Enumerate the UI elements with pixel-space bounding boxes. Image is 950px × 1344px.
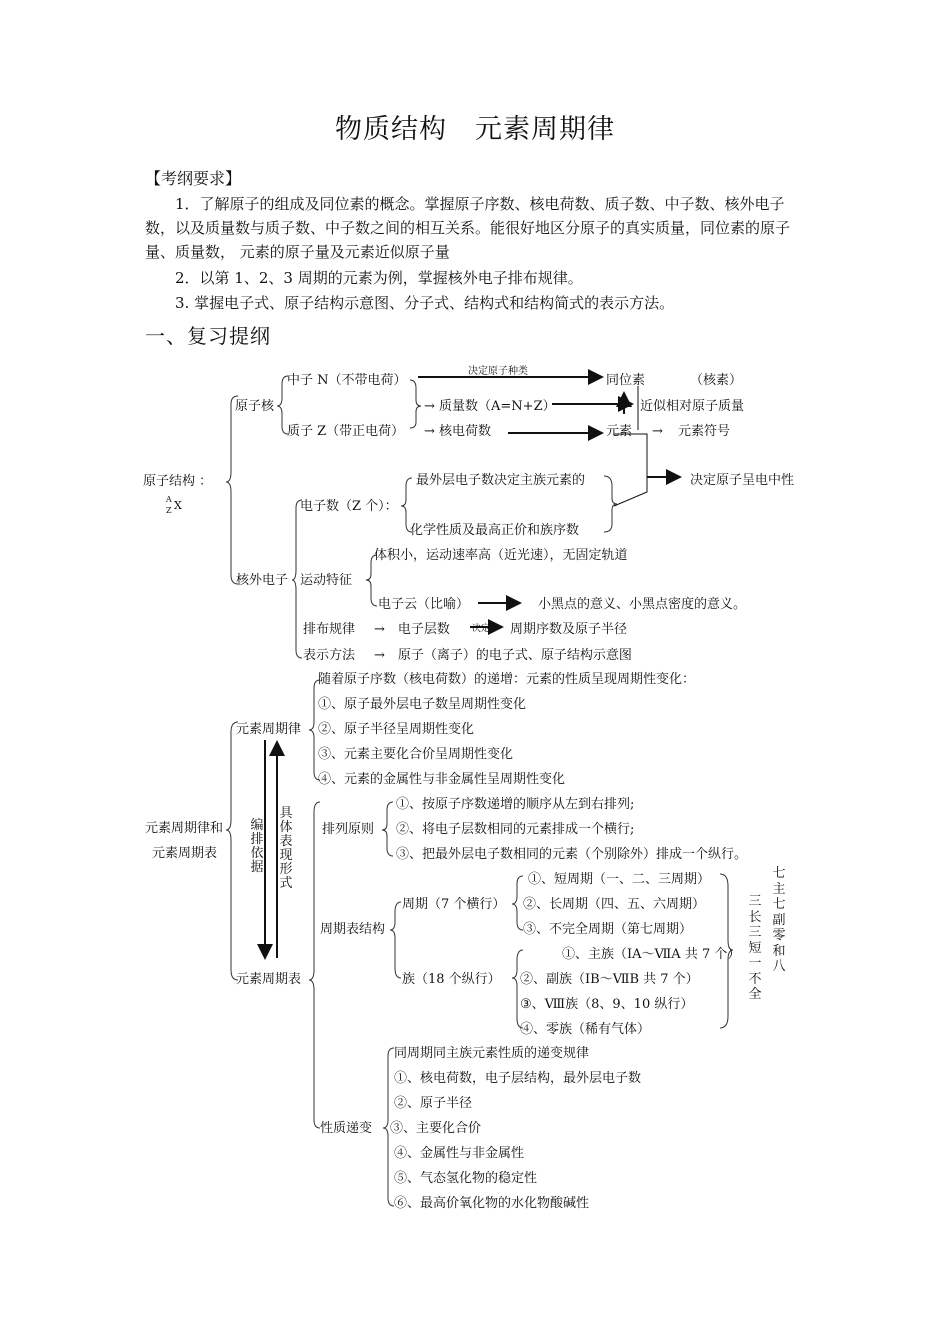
group-item-3: ④、零族（稀有气体） [520, 1022, 651, 1037]
structure-brace [390, 902, 401, 978]
requirement-item-1: 1．了解原子的组成及同位素的概念。掌握原子序数、核电荷数、质子数、中子数、核外电子数，以及质量数与质子数、中子数之间的相互关系。能很好地区分原子的真实质量，同位素的原子量、质量数， 元素的原子量及元素近似原子量 [145, 195, 791, 261]
electrons-label: 核外电子 [236, 573, 289, 588]
decides-small-label: 决定 [472, 624, 491, 634]
element-arrow: → [652, 424, 663, 439]
atom-root-brace [226, 396, 238, 584]
trend-item-6: ⑥、最高价氧化物的水化物酸碱性 [394, 1196, 590, 1211]
period-item-2: ③、不完全周期（第七周期） [523, 922, 693, 937]
group-brace [512, 950, 523, 1028]
decides-type-label: 决定原子种类 [468, 366, 528, 377]
law-item-1: ①、原子最外层电子数呈周期性变化 [318, 697, 527, 712]
period-item-1: ②、长周期（四、五、六周期） [523, 897, 706, 912]
form-vertical-label: 具体表现形式 [279, 806, 293, 891]
periodic-root-line2: 元素周期表 [152, 846, 218, 861]
trend-item-2: ②、原子半径 [394, 1096, 473, 1111]
nuclide-label: （核素） [690, 373, 743, 388]
group-item-2: ③、Ⅷ族（8、9、10 纵行） [520, 997, 694, 1012]
law-item-4: ④、元素的金属性与非金属性呈周期性变化 [318, 772, 566, 787]
trends-label: 性质递变 [320, 1121, 373, 1136]
motion-label: 运动特征 [300, 573, 353, 588]
summary-vertical-1: 三长三短一不全 [748, 894, 762, 1002]
approx-mass-label: 近似相对原子质量 [640, 399, 745, 414]
motion-item-1: 体积小，运动速率高（近光速），无固定轨道 [374, 548, 628, 563]
atom-root: 原子结构 ： [143, 474, 213, 489]
law-item-0: 随着原子序数（核电荷数）的递增：元素的性质呈现周期性变化： [318, 672, 696, 687]
electron-count-label: 电子数（Z 个）： [300, 499, 398, 514]
representation-methods: → 原子（离子）的电子式、原子结构示意图 [374, 648, 632, 663]
principles-brace [382, 802, 393, 856]
table-label: 元素周期表 [236, 972, 302, 987]
atom-symbol-x: X [174, 499, 182, 512]
element-symbol-label: 元素符号 [678, 424, 731, 439]
period-radius-label: 周期序数及原子半径 [510, 622, 628, 637]
outer-right-brace [604, 476, 617, 532]
trend-item-0: 同周期同主族元素性质的递变规律 [394, 1046, 590, 1061]
law-label: 元素周期律 [236, 722, 302, 737]
period-brace [512, 876, 523, 930]
principle-item-0: ①、按原子序数递增的顺序从左到右排列; [396, 797, 635, 812]
outer-electron-line2: 化学性质及最高正价和族序数 [410, 523, 580, 538]
layers-label: → 电子层数 [374, 622, 450, 637]
arrangement-label: 排布规律 [303, 622, 356, 637]
cloud-label: 电子云（比喻） [378, 597, 470, 612]
periods-label: 周期（7 个横行） [402, 897, 506, 912]
nucleus-label: 原子核 [235, 399, 275, 414]
representation-label: 表示方法 [303, 648, 356, 663]
cloud-meaning: 小黑点的意义、小黑点密度的意义。 [538, 597, 747, 612]
requirement-item-2: 2．以第 1、2、3 周期的元素为例，掌握核外电子排布规律。 [175, 269, 583, 287]
summary-vertical-2: 七主七副零和八 [772, 866, 786, 974]
group-item-0: ①、主族（ⅠA～ⅦA 共 7 个） [562, 947, 741, 962]
neutral-connector [614, 434, 647, 506]
nuclear-charge-label: → 核电荷数 [424, 424, 492, 439]
principles-label: 排列原则 [322, 822, 375, 837]
atom-symbol-z: Z [166, 506, 172, 515]
groups-label: 族（18 个纵行） [402, 972, 501, 987]
period-item-0: ①、短周期（一、二、三周期） [528, 872, 711, 887]
principle-item-2: ③、把最外层电子数相同的元素（个别除外）排成一个纵行。 [396, 847, 748, 862]
isotope-label: 同位素 [606, 373, 646, 388]
page-title: 物质结构 元素周期律 [335, 114, 615, 145]
trend-item-1: ①、核电荷数，电子层结构，最外层电子数 [394, 1071, 642, 1086]
mass-brace [410, 380, 421, 428]
basis-vertical-label: 编排依据 [250, 818, 264, 875]
table-brace [309, 802, 320, 1128]
requirements-heading: 【考纲要求】 [145, 169, 242, 188]
atom-symbol-a: A [166, 495, 172, 504]
section-heading: 一、复习提纲 [145, 324, 271, 348]
requirement-item-3: 3. 掌握电子式、原子结构示意图、分子式、结构式和结构简式的表示方法。 [175, 294, 675, 312]
neutral-label: 决定原子呈电中性 [690, 473, 795, 488]
neutron-label: 中子 N（不带电荷） [287, 373, 407, 388]
element-label: 元素 [606, 424, 633, 439]
outer-electron-line1: 最外层电子数决定主族元素的 [416, 473, 586, 488]
trend-item-4: ④、金属性与非金属性 [394, 1146, 525, 1161]
law-item-2: ②、原子半径呈周期性变化 [318, 722, 475, 737]
law-item-3: ③、元素主要化合价呈周期性变化 [318, 747, 514, 762]
mass-number-label: → 质量数（A=N+Z） [424, 399, 556, 414]
periodic-root-line1: 元素周期律和 [145, 821, 224, 836]
periodic-root-brace [226, 722, 238, 980]
group-item-1: ②、副族（ⅠB～ⅦB 共 7 个） [520, 972, 699, 987]
principle-item-1: ②、将电子层数相同的元素排成一个横行; [396, 822, 635, 837]
structure-label: 周期表结构 [320, 922, 386, 937]
trend-item-3: ③、主要化合价 [390, 1121, 482, 1136]
proton-label: 质子 Z（带正电荷） [287, 424, 405, 439]
trend-item-5: ⑤、气态氢化物的稳定性 [394, 1171, 538, 1186]
